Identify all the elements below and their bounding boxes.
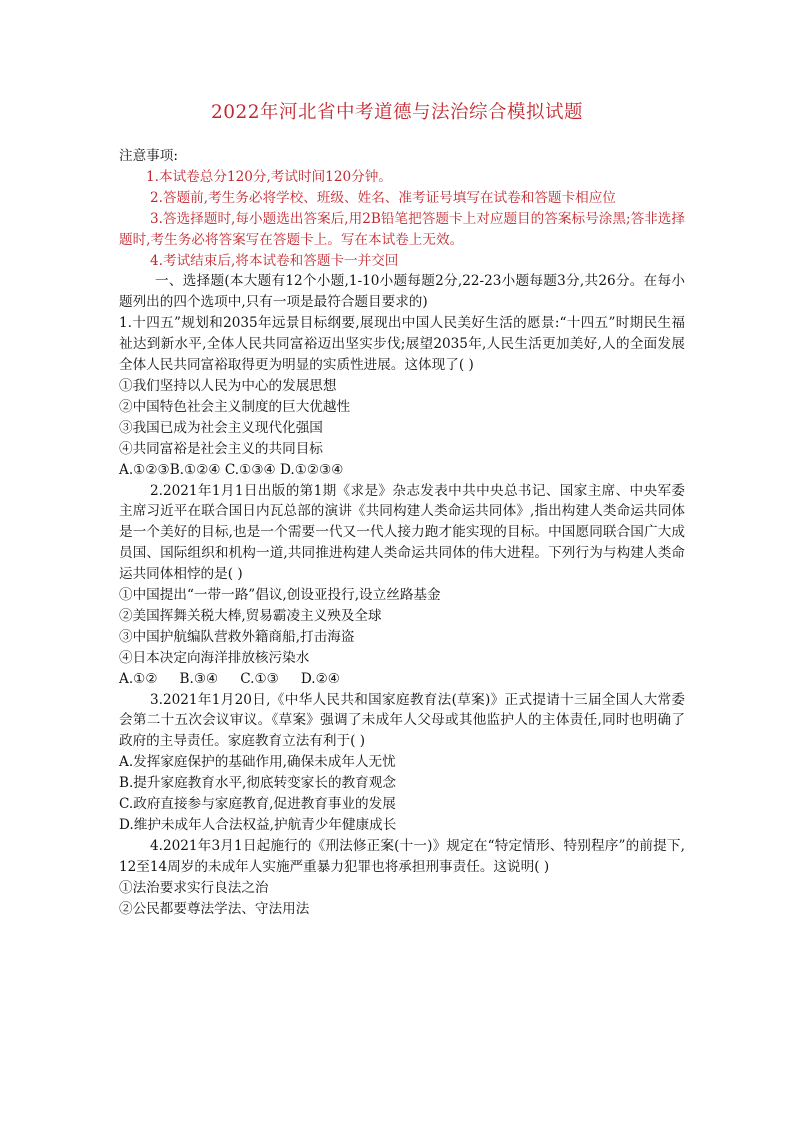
exam-body [119, 146, 685, 920]
question-3-option-d: D.维护未成年人合法权益,护航青少年健康成长 [119, 817, 397, 833]
section-intro: 一、选择题(本大题有12个小题,1-10小题每题2分,22-23小题每题3分,共26分。在每小题列出的四个选项中,只有一项是最符合题目要求的) [119, 273, 685, 311]
question-4-option-2: ②公民都要尊法学法、守法用法 [119, 900, 310, 917]
page-title: 2022年河北省中考道德与法治综合模拟试题 [210, 102, 584, 123]
question-2-stem: 2.2021年1月1日出版的第1期《求是》杂志发表中共中央总书记、国家主席、中央军委主席习近平在联合国日内瓦总部的演讲《共同构建人类命运共同体》,指出构建人类命运共同体是一个美好的目标,也是一个需要一代又一代人接力跑才能实现的目标。中国愿同联合国广大成员国、国际组织和机构一道,共同推进构建人类命运共同体的伟大进程。下列行为与构建人类命运共同体相悖的是( ) [119, 482, 685, 583]
question-4-stem: 4.2021年3月1日起施行的《刑法修正案(十一)》规定在“特定情形、特别程序”的前提下,12至14周岁的未成年人实施严重暴力犯罪也将承担刑事责任。这说明( ) [119, 837, 685, 875]
question-3-option-c: C.政府直接参与家庭教育,促进教育事业的发展 [119, 796, 396, 813]
question-2-choice-a: A.①② [119, 670, 158, 687]
question-2-choice-c: C.①③ [240, 670, 279, 687]
question-2-option-4: ④日本决定向海洋排放核污染水 [119, 649, 310, 666]
notice-item-2: 2.答题前,考生务必将学校、班级、姓名、准考证号填写在试卷和答题卡相应位 [150, 189, 616, 206]
question-1-option-1: ①我们坚持以人民为中心的发展思想 [119, 377, 337, 394]
question-1-option-3: ③我国已成为社会主义现代化强国 [119, 419, 323, 436]
question-2-option-1: ①中国提出“一带一路”倡议,创设亚投行,设立丝路基金 [119, 587, 441, 604]
notice-heading: 注意事项: [119, 148, 178, 164]
question-2-choice-b: B.③④ [179, 670, 219, 687]
notice-item-1: 1.本试卷总分120分,考试时间120分钟。 [146, 168, 392, 185]
question-2-option-2: ②美国挥舞关税大棒,贸易霸凌主义殃及全球 [119, 607, 382, 624]
question-3-option-b: B.提升家庭教育水平,彻底转变家长的教育观念 [119, 775, 396, 792]
question-1-stem: 1.十四五”规划和2035年远景目标纲要,展现出中国人民美好生活的愿景:“十四五”时期民生福祉达到新水平,全体人民共同富裕迈出坚实步伐;展望2035年,人民生活更加美好,人的全面发展全体人民共同富裕取得更为明显的实质性进展。这体现了( ) [119, 315, 685, 374]
question-2-option-3: ③中国护航编队营救外籍商船,打击海盗 [119, 628, 355, 645]
question-1-choices: A.①②③B.①②④ C.①③④ D.①②③④ [119, 461, 344, 478]
question-3-option-a: A.发挥家庭保护的基础作用,确保未成年人无忧 [119, 754, 396, 771]
notice-item-4: 4.考试结束后,将本试卷和答题卡一并交回 [150, 252, 399, 269]
notice-item-3: 3.答选择题时,每小题选出答案后,用2B铅笔把答题卡上对应题目的答案标号涂黑;答非选择题时,考生务必将答案写在答题卡上。写在本试卷上无效。 [119, 210, 685, 248]
question-4-option-1: ①法治要求实行良法之治 [119, 879, 269, 896]
question-2-choice-d: D.②④ [300, 670, 340, 687]
question-1-option-4: ④共同富裕是社会主义的共同目标 [119, 440, 323, 457]
question-2-choices [119, 669, 685, 690]
question-1-option-2: ②中国特色社会主义制度的巨大优越性 [119, 398, 351, 415]
question-3-stem: 3.2021年1月20日,《中华人民共和国家庭教育法(草案)》正式提请十三届全国人大常委会第二十五次会议审议。《草案》强调了未成年人父母或其他监护人的主体责任,同时也明确了政府的主导责任。家庭教育立法有利于( ) [119, 691, 685, 750]
